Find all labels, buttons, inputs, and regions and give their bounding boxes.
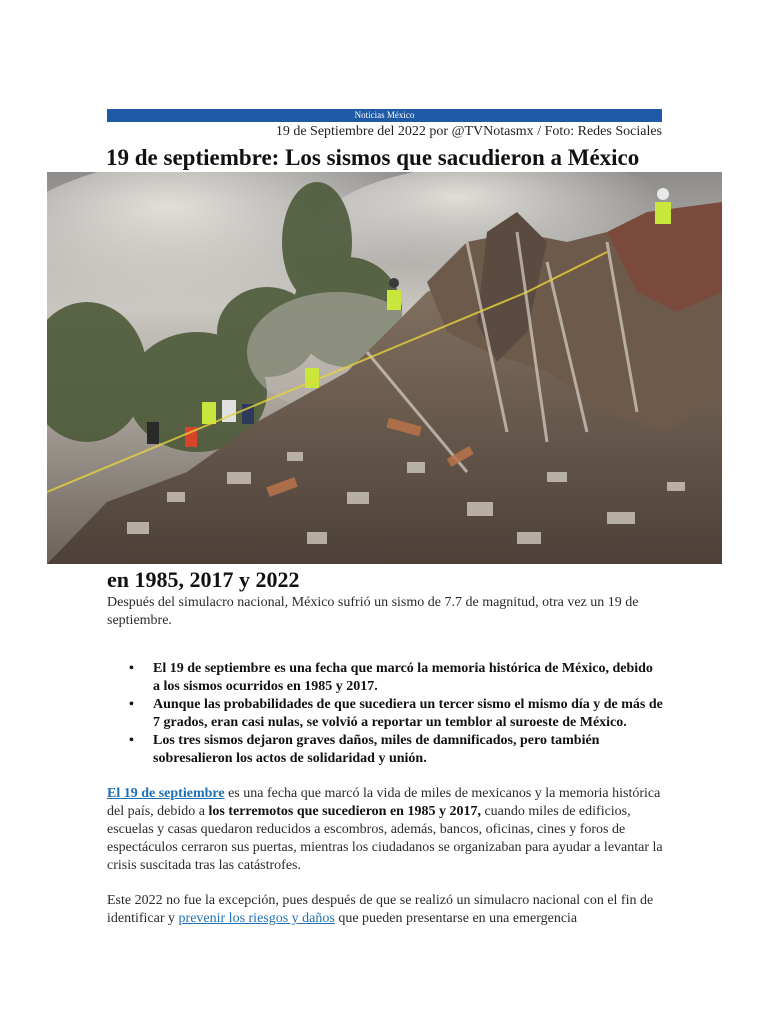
article-paragraph-1: El 19 de septiembre es una fecha que marcó la vida de miles de mexicanos y la memoria histórica del país, debido a los terremotos que sucedieron en 1985 y 2017, cuando miles de edificios, escuelas y casas quedaron reducidos a escombros, además, bancos, oficinas, cines y foros de espectáculos cerraron sus puertas, mientras los ciudadanos se organizaban para ayudar a levantar la crisis suscitada tras las catástrofes.	[107, 786, 663, 873]
article-photo	[47, 172, 722, 564]
key-point-1: • El 19 de septiembre es una fecha que marcó la memoria histórica de México, debido a los sismos ocurridos en 1985 y 2017.	[129, 661, 653, 694]
section-label[interactable]: Noticias México	[107, 109, 662, 122]
bullet-icon: •	[129, 661, 134, 676]
article-paragraph-2: Este 2022 no fue la excepción, pues después de que se realizó un simulacro nacional con el fin de identificar y prevenir los riesgos y daños que pueden presentarse en una emergencia	[107, 893, 654, 926]
article-intro: Después del simulacro nacional, México sufrió un sismo de 7.7 de magnitud, otra vez un 19 de septiembre.	[107, 595, 639, 628]
collapsed-building-photo	[47, 172, 722, 564]
sept-19-link[interactable]: El 19 de septiembre	[107, 786, 225, 801]
article-headline-continued: en 1985, 2017 y 2022	[107, 567, 300, 592]
article-headline: 19 de septiembre: Los sismos que sacudieron a México	[106, 145, 640, 170]
key-point-3: • Los tres sismos dejaron graves daños, miles de damnificados, pero también sobresalieron los actos de solidaridad y unión.	[129, 733, 600, 766]
article-byline: 19 de Septiembre del 2022 por @TVNotasmx / Foto: Redes Sociales	[275, 124, 662, 139]
key-point-2: • Aunque las probabilidades de que sucediera un tercer sismo el mismo día y de más de 7 grados, eran casi nulas, se volvió a reportar un temblor al suroeste de México.	[129, 697, 663, 730]
key-points-list	[107, 660, 663, 768]
bullet-icon: •	[129, 697, 134, 712]
bullet-icon: •	[129, 733, 134, 748]
prevent-risks-link[interactable]: prevenir los riesgos y daños	[178, 911, 335, 926]
